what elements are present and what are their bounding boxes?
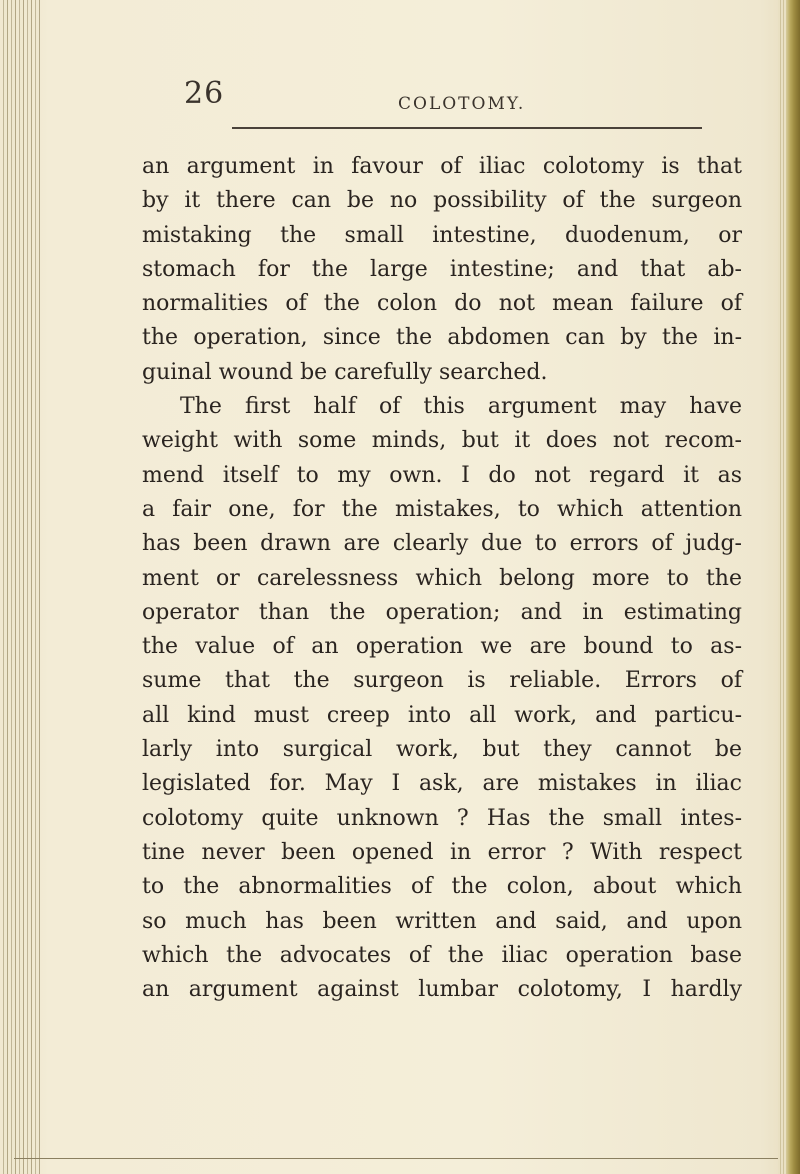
- text-line: colotomy quite unknown ? Has the small intes-: [142, 805, 742, 831]
- text-line: all kind must creep into all work, and particu-: [142, 702, 742, 728]
- text-line: the operation, since the abdomen can by the in-: [142, 325, 742, 351]
- text-line: ment or carelessness which belong more to the: [142, 565, 742, 591]
- bottom-edge-line: [14, 1158, 800, 1159]
- text-line: so much has been written and said, and upon: [142, 908, 742, 934]
- paragraph-start: The first half of this argument may have: [180, 394, 742, 420]
- text-line: has been drawn are clearly due to errors of judg-: [142, 531, 742, 557]
- text-line: weight with some minds, but it does not recom-: [142, 428, 742, 454]
- body-text: [142, 150, 742, 1007]
- page-number: 26: [184, 76, 225, 111]
- text-line: a fair one, for the mistakes, to which attention: [142, 496, 742, 522]
- text-line: operator than the operation; and in estimating: [142, 599, 742, 625]
- text-line: an argument in favour of iliac colotomy is that: [142, 154, 742, 179]
- text-line: which the advocates of the iliac operation base: [142, 942, 742, 968]
- text-line: mend itself to my own. I do not regard it as: [142, 462, 742, 488]
- text-line: guinal wound be carefully searched.: [142, 359, 548, 385]
- text-line: to the abnormalities of the colon, about which: [142, 874, 742, 900]
- running-title: COLOTOMY.: [398, 94, 526, 114]
- text-line: tine never been opened in error ? With respect: [142, 839, 742, 865]
- text-line: mistaking the small intestine, duodenum, or: [142, 222, 742, 248]
- left-page-edges: [0, 0, 40, 1174]
- text-line: normalities of the colon do not mean failure of: [142, 291, 742, 317]
- text-line: legislated for. May I ask, are mistakes in iliac: [142, 771, 742, 797]
- text-line: larly into surgical work, but they cannot be: [142, 737, 742, 763]
- text-line: stomach for the large intestine; and that ab-: [142, 256, 742, 282]
- text-line: sume that the surgeon is reliable. Errors of: [142, 668, 742, 694]
- right-page-edges: [778, 0, 786, 1174]
- header-rule: [232, 127, 702, 129]
- text-line: by it there can be no possibility of the surgeon: [142, 188, 742, 214]
- book-cover-edge: [786, 0, 800, 1174]
- text-line: an argument against lumbar colotomy, I hardly: [142, 977, 742, 1003]
- text-line: the value of an operation we are bound to as-: [142, 634, 742, 660]
